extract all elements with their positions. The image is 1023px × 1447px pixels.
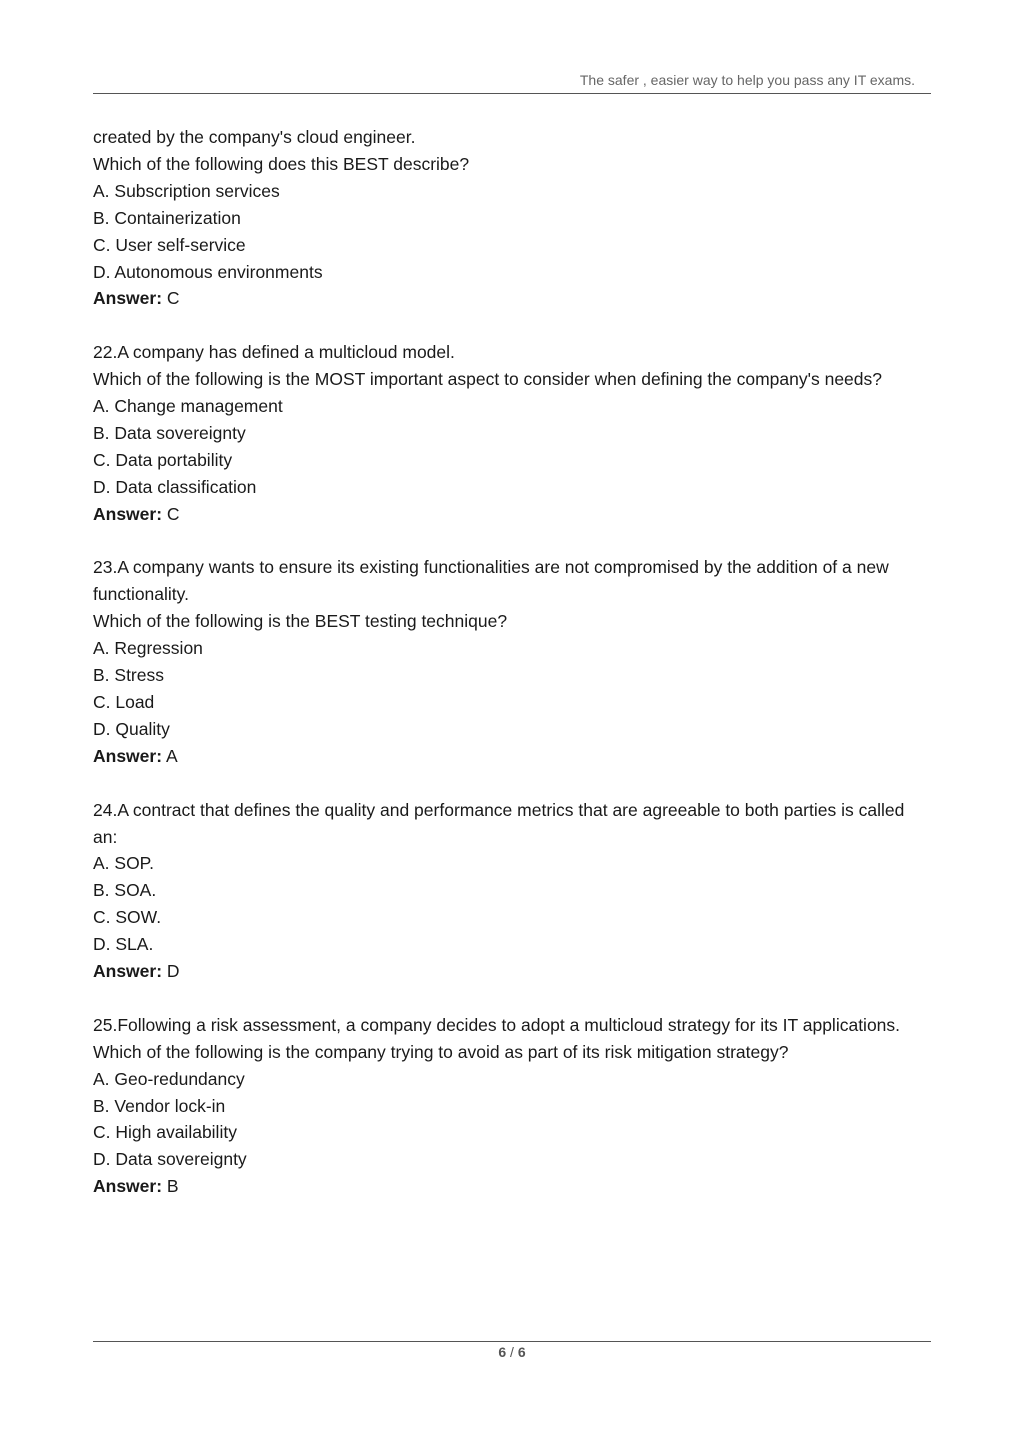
- answer-line: [93, 501, 933, 528]
- page-number-current: 6: [498, 1344, 507, 1360]
- option-c: C. SOW.: [93, 907, 162, 928]
- answer-label: Answer:: [93, 745, 163, 766]
- header-divider: [93, 93, 931, 94]
- answer-label: Answer:: [93, 288, 163, 309]
- answer-value: D: [166, 961, 180, 982]
- option-a: A. Subscription services: [93, 180, 280, 201]
- option-c: C. User self-service: [93, 234, 246, 255]
- option-d: D. Data sovereignty: [93, 1149, 247, 1170]
- answer-label: Answer:: [93, 961, 163, 982]
- question-prompt: Which of the following is the BEST testing technique?: [93, 611, 508, 632]
- answer-line: [93, 285, 933, 312]
- answer-label: Answer:: [93, 1176, 163, 1197]
- answer-value: A: [165, 745, 178, 766]
- page-header: [93, 72, 931, 88]
- option-c: C. Load: [93, 692, 155, 712]
- answer-value: B: [166, 1176, 179, 1197]
- option-d: D. Data classification: [93, 476, 257, 497]
- option-a: A. Regression: [93, 638, 203, 659]
- question-block: [93, 339, 933, 527]
- header-tagline: The safer , easier way to help you pass any IT exams.: [579, 72, 915, 88]
- option-d: D. SLA.: [93, 934, 154, 955]
- option-a: A. Change management: [93, 396, 283, 417]
- question-stem: 25.Following a risk assessment, a company decides to adopt a multicloud strategy for its IT applications.: [93, 1014, 901, 1035]
- answer-line: [93, 743, 933, 770]
- answer-value: C: [166, 288, 180, 309]
- option-d: D. Autonomous environments: [93, 261, 323, 282]
- question-prompt: Which of the following is the company trying to avoid as part of its risk mitigation strategy?: [93, 1041, 789, 1062]
- answer-label: Answer:: [93, 503, 163, 524]
- option-d: D. Quality: [93, 718, 170, 739]
- question-prompt: Which of the following does this BEST describe?: [93, 153, 470, 174]
- page-content: [93, 124, 933, 1200]
- option-c: C. Data portability: [93, 449, 233, 470]
- option-a: A. SOP.: [93, 853, 154, 874]
- question-stem: 23.A company wants to ensure its existing functionalities are not compromised by the addition of a new functionality.: [93, 557, 889, 605]
- page-footer: [93, 1344, 931, 1360]
- answer-value: C: [166, 503, 180, 524]
- question-block: [93, 797, 933, 985]
- option-b: B. Stress: [93, 665, 164, 686]
- question-stem: 22.A company has defined a multicloud model.: [93, 342, 455, 363]
- question-text: created by the company's cloud engineer.: [93, 127, 416, 147]
- answer-line: [93, 958, 933, 985]
- question-block: [93, 124, 933, 312]
- option-b: B. Vendor lock-in: [93, 1095, 226, 1116]
- option-b: B. Data sovereignty: [93, 422, 246, 443]
- option-c: C. High availability: [93, 1122, 237, 1143]
- option-b: B. SOA.: [93, 880, 157, 901]
- option-b: B. Containerization: [93, 207, 241, 228]
- question-block: [93, 554, 933, 769]
- page-number-total: 6: [517, 1344, 526, 1360]
- question-block: [93, 1012, 933, 1200]
- footer-divider: [93, 1341, 931, 1342]
- page-number-separator: /: [510, 1344, 514, 1360]
- question-prompt: Which of the following is the MOST important aspect to consider when defining the company's needs?: [93, 369, 882, 390]
- option-a: A. Geo-redundancy: [93, 1068, 245, 1089]
- question-stem: 24.A contract that defines the quality and performance metrics that are agreeable to both parties is called an:: [93, 799, 905, 847]
- answer-line: [93, 1173, 933, 1200]
